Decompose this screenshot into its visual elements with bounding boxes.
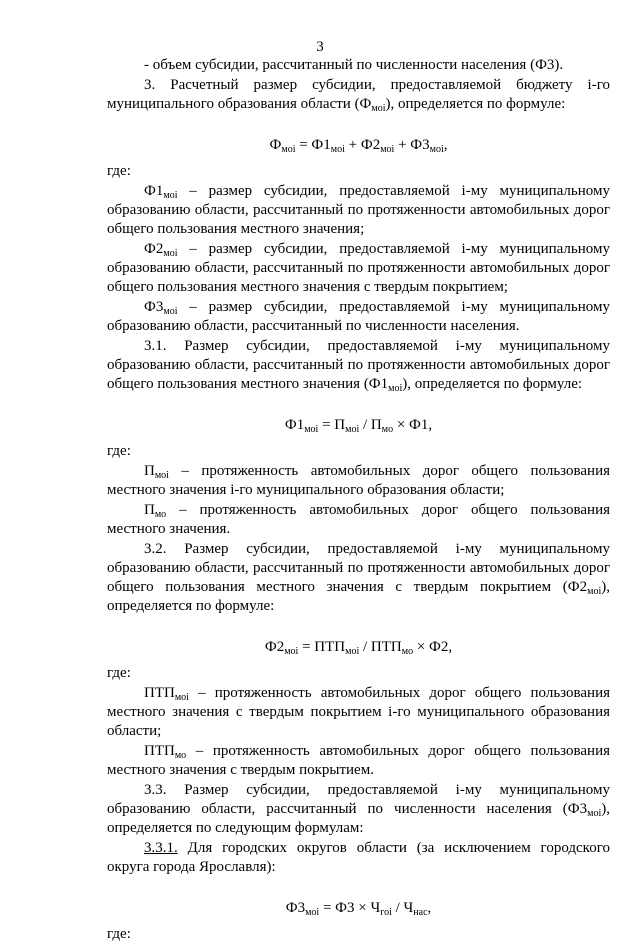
paragraph-3 [107, 76, 610, 114]
subscript: моi [304, 424, 319, 435]
text: ), определяется по формуле: [385, 96, 566, 112]
definition-ptpmo [107, 742, 610, 780]
subscript: моi [429, 144, 444, 155]
definition-pmo [107, 501, 610, 539]
text: ), определяется по формуле: [107, 579, 610, 614]
subscript: мо [401, 646, 414, 657]
symbol: П [144, 502, 155, 518]
text: Для городских округов области (за исключением городского округа города Ярославля): [107, 840, 610, 875]
text: – размер субсидии, предоставляемой i-му муниципальному образованию области, рассчитанный по протяженности автомобильных дорог общего пользования местного значения с твердым покрытием; [107, 241, 610, 295]
text: ), определяется по следующим формулам: [107, 801, 610, 836]
subscript: моi [163, 248, 178, 259]
paragraph-3-3 [107, 781, 610, 838]
formula-part: Ф2 [264, 639, 285, 655]
formula-part: + Ф3 [394, 137, 430, 153]
where-label: где: [107, 443, 131, 459]
subscript: моi [380, 144, 395, 155]
formula-f2 [107, 638, 610, 657]
document-body [107, 56, 610, 945]
formula-part: = ПТП [298, 639, 346, 655]
symbol: Ф1 [144, 183, 164, 199]
text: – размер субсидии, предоставляемой i-му муниципальному образованию области, рассчитанный по численности населения. [107, 299, 610, 334]
symbol: Ф3 [144, 299, 164, 315]
definition-pmoi [107, 462, 610, 500]
subscript: нас [413, 907, 428, 918]
subscript: моi [345, 424, 360, 435]
text: ), определяется по формуле: [402, 376, 583, 392]
where-label: где: [107, 926, 131, 942]
subscript: мо [154, 509, 167, 520]
text: – протяженность автомобильных дорог общего пользования местного значения с твердым покрытием i-го муниципального образования области; [107, 685, 610, 739]
subscript: моi [388, 383, 403, 394]
formula-part: × Ф1, [393, 417, 433, 433]
text: 3.1. Размер субсидии, предоставляемой i-му муниципальному образованию области, рассчитанный по протяженности автомобильных дорог общего пользования местного значения (Ф1 [107, 338, 610, 392]
page-number: 3 [316, 39, 324, 55]
formula-part: / ПТП [359, 639, 402, 655]
formula-part: Ф [269, 137, 282, 153]
paragraph-3-1 [107, 337, 610, 394]
subscript: моi [163, 190, 178, 201]
formula-f3 [107, 899, 610, 918]
subscript: моi [174, 692, 189, 703]
subscript: моi [345, 646, 360, 657]
subscript: моi [163, 306, 178, 317]
subscript: моi [371, 103, 386, 114]
subscript: моi [284, 646, 299, 657]
formula-part: / П [359, 417, 382, 433]
formula-part: / Ч [391, 900, 414, 916]
paragraph-3-3-1 [107, 839, 610, 877]
formula-part: = Ф3 × Ч [319, 900, 381, 916]
definition-f3 [107, 298, 610, 336]
text: 3.3. Размер субсидии, предоставляемой i-му муниципальному образованию области, рассчитанный по численности населения (Ф3 [107, 782, 610, 817]
formula-part: = П [318, 417, 346, 433]
subscript: моi [330, 144, 345, 155]
symbol: ПТП [144, 743, 175, 759]
subscript: моi [587, 586, 602, 597]
subscript: гоi [380, 907, 392, 918]
text: - объем субсидии, рассчитанный по численности населения (Ф3). [144, 57, 564, 73]
formula-part: × Ф2, [413, 639, 453, 655]
subscript: мо [174, 750, 187, 761]
formula-part: , [427, 900, 432, 916]
symbol: ПТП [144, 685, 175, 701]
paragraph-f3-item [107, 56, 610, 75]
text: 3.2. Размер субсидии, предоставляемой i-му муниципальному образованию области, рассчитанный по протяженности автомобильных дорог общего пользования местного значения с твердым покрытием (Ф2 [107, 541, 610, 595]
formula-part: Ф1 [284, 417, 305, 433]
formula-part: , [443, 137, 448, 153]
text: – размер субсидии, предоставляемой i-му муниципальному образованию области, рассчитанный по протяженности автомобильных дорог общего пользования местного значения; [107, 183, 610, 237]
formula-part: = Ф1 [295, 137, 331, 153]
symbol: П [144, 463, 155, 479]
subscript: моi [154, 470, 169, 481]
text: 3. Расчетный размер субсидии, предоставляемой бюджету i-го муниципального образования области (Ф [107, 77, 610, 112]
subscript: мо [381, 424, 394, 435]
text: – протяженность автомобильных дорог общего пользования местного значения. [107, 502, 610, 537]
subscript: моi [587, 808, 602, 819]
formula-part: Ф3 [285, 900, 306, 916]
definition-f1 [107, 182, 610, 239]
definition-ptpmoi [107, 684, 610, 741]
symbol: Ф2 [144, 241, 164, 257]
formula-f1 [107, 416, 610, 435]
subscript: моi [281, 144, 296, 155]
where-label: где: [107, 665, 131, 681]
definition-f2 [107, 240, 610, 297]
section-number: 3.3.1. [144, 840, 178, 856]
formula-total [107, 136, 610, 155]
text: – протяженность автомобильных дорог общего пользования местного значения i-го муниципального образования области; [107, 463, 610, 498]
subscript: моi [305, 907, 320, 918]
text: – протяженность автомобильных дорог общего пользования местного значения с твердым покрытием. [107, 743, 610, 778]
formula-part: + Ф2 [344, 137, 381, 153]
where-label: где: [107, 163, 131, 179]
paragraph-3-2 [107, 540, 610, 616]
